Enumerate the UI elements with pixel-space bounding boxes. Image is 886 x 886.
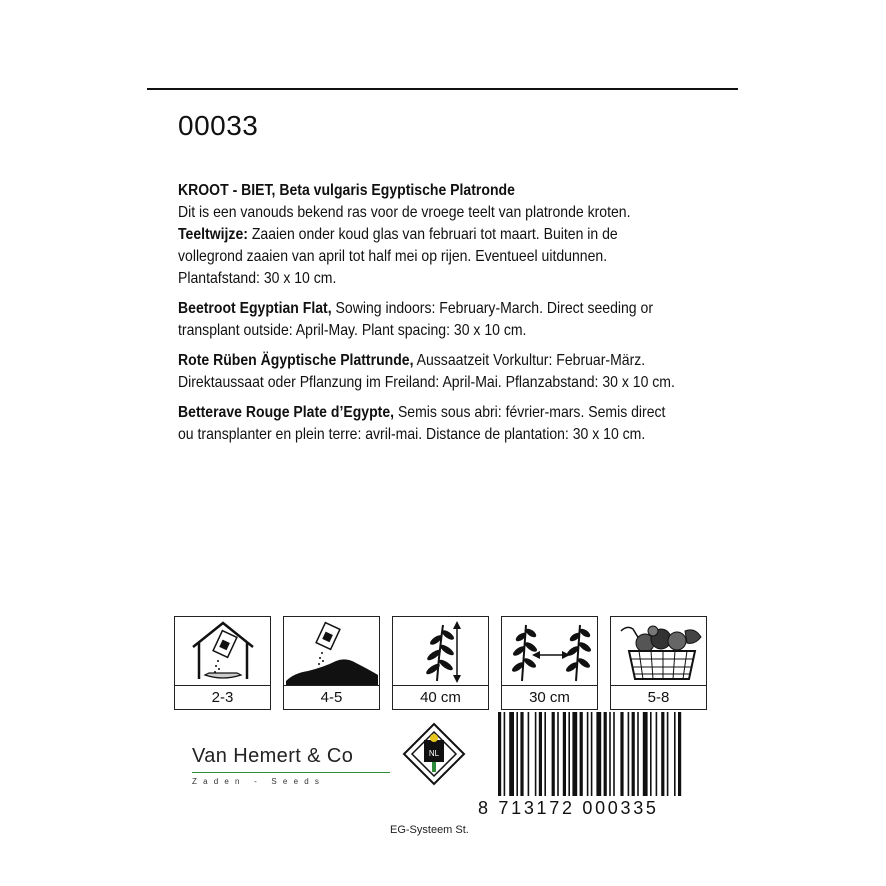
plant-spacing-icon <box>502 617 597 685</box>
french-label: Betterave Rouge Plate d’Egypte, <box>178 404 395 421</box>
teeltwijze-text: Zaaien onder koud glas van februari tot maart. Buiten in de vollegrond zaaien van april tot half mei op rijen. Eventueel uitdunnen. <box>178 226 618 265</box>
icon-value: 2-3 <box>211 689 234 706</box>
icon-cell-plant-spacing <box>501 616 598 710</box>
dutch-intro: Dit is een vanouds bekend ras voor de vroege teelt van platronde kroten. <box>178 204 631 221</box>
top-rule <box>147 88 738 90</box>
eg-system-text: EG-Systeem St. <box>390 824 469 836</box>
sow-outdoors-icon <box>284 617 379 685</box>
french-text: Semis sous abri: février-mars. Semis direct ou transplanter en plein terre: avril-mai. Distance de plantation: 30 x 10 cm. <box>178 404 666 443</box>
cultivation-icons <box>174 616 707 710</box>
english-text: Sowing indoors: February-March. Direct seeding or transplant outside: April-May. Plant spacing: 30 x 10 cm. <box>178 300 654 339</box>
icon-cell-sow-indoors <box>174 616 271 710</box>
english-section <box>178 298 682 342</box>
icon-cell-plant-height <box>392 616 489 710</box>
icon-value: 4-5 <box>320 689 343 706</box>
dutch-spacing: Plantafstand: 30 x 10 cm. <box>178 270 337 287</box>
dutch-section <box>178 180 682 290</box>
barcode-digits: 8 713172 000335 <box>478 798 659 818</box>
brand-logo <box>192 745 390 786</box>
description-block <box>178 180 682 454</box>
sow-indoors-icon <box>175 617 270 685</box>
dutch-title: KROOT - BIET, Beta vulgaris Egyptische Platronde <box>178 182 515 199</box>
german-text: Aussaatzeit Vorkultur: Februar-März. Direktaussaat oder Pflanzung im Freiland: April-Mai. Pflanzabstand: 30 x 10 cm. <box>178 352 675 391</box>
brand-underline <box>192 772 390 773</box>
brand-tagline: Zaden - Seeds <box>192 777 326 786</box>
brand-name: Van Hemert & Co <box>192 745 354 767</box>
quality-seal-icon <box>402 722 466 791</box>
icon-cell-harvest <box>610 616 707 710</box>
product-code: 00033 <box>178 110 259 141</box>
teeltwijze-label: Teeltwijze: <box>178 226 248 243</box>
icon-value: 5-8 <box>647 689 670 706</box>
icon-value: 30 cm <box>529 689 570 706</box>
french-section <box>178 402 682 446</box>
icon-value: 40 cm <box>420 689 461 706</box>
harvest-basket-icon <box>611 617 706 685</box>
barcode <box>494 712 712 804</box>
german-section <box>178 350 682 394</box>
plant-height-icon <box>393 617 488 685</box>
icon-cell-sow-outdoors <box>283 616 380 710</box>
svg-text:NL: NL <box>428 749 440 758</box>
german-label: Rote Rüben Ägyptische Plattrunde, <box>178 352 414 369</box>
english-label: Beetroot Egyptian Flat, <box>178 300 332 317</box>
